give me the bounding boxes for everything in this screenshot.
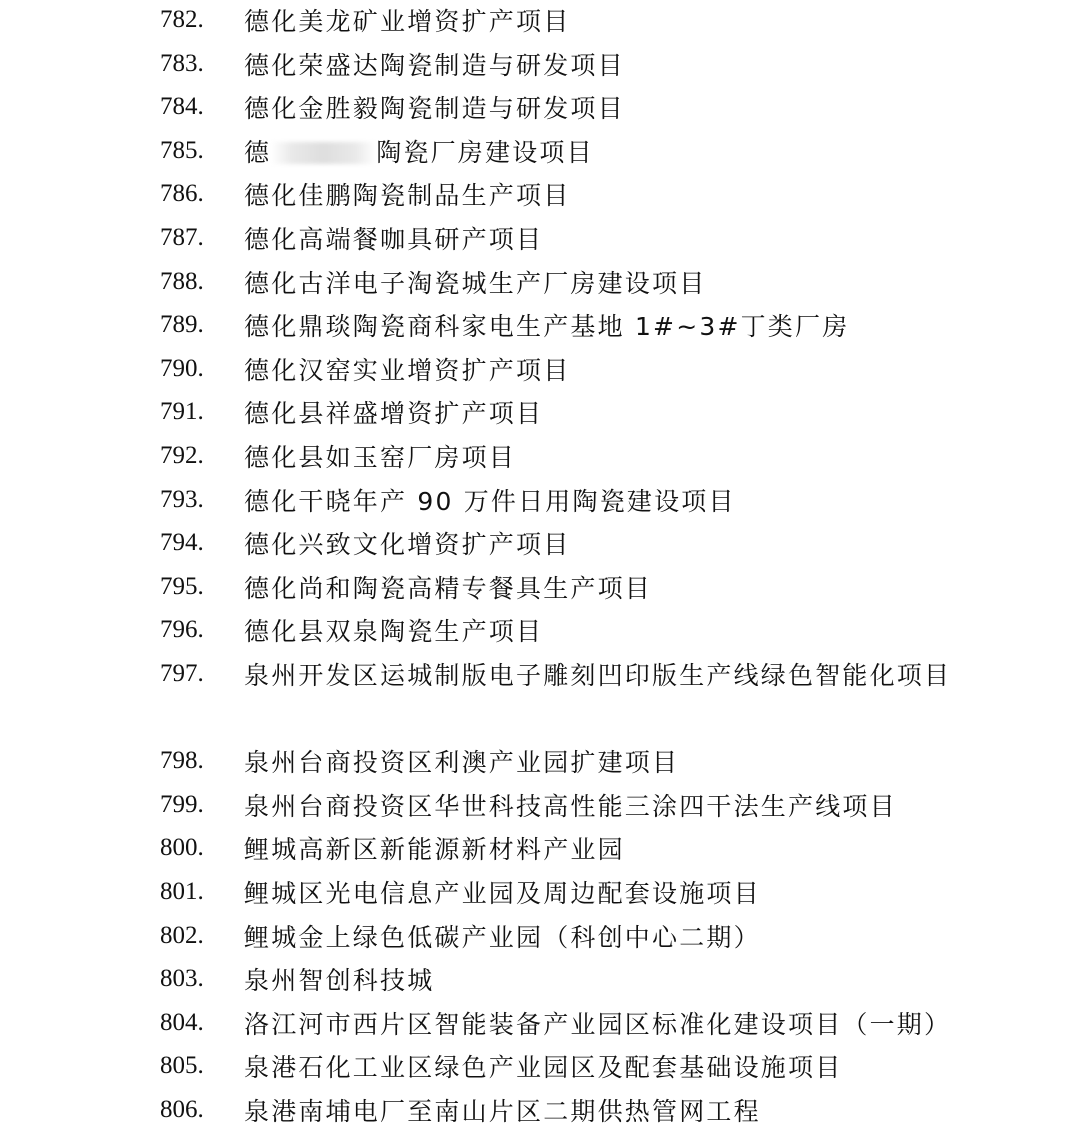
list-item	[0, 44, 1080, 84]
item-text: 德化鼎琰陶瓷商科家电生产基地 1#~3#丁类厂房	[244, 312, 850, 342]
item-number: 797.	[160, 660, 204, 687]
item-text: 德化金胜毅陶瓷制造与研发项目	[244, 94, 625, 124]
list-item	[0, 305, 1080, 345]
item-number: 804.	[160, 1008, 204, 1036]
list-item	[0, 741, 1080, 781]
list-item	[0, 480, 1080, 520]
item-text: 泉州智创科技城	[244, 966, 435, 996]
item-text: 德化县双泉陶瓷生产项目	[244, 617, 544, 647]
item-text: 泉州台商投资区华世科技高性能三涂四干法生产线项目	[244, 791, 897, 821]
list-item	[0, 349, 1080, 389]
list-item	[0, 567, 1080, 607]
list-item	[0, 1090, 1080, 1130]
item-text: 鲤城高新区新能源新材料产业园	[244, 835, 625, 865]
item-number: 790.	[160, 354, 204, 382]
item-number: 782.	[160, 6, 204, 33]
item-number: 805.	[160, 1052, 204, 1080]
item-number: 800.	[160, 834, 204, 862]
list-item	[0, 1046, 1080, 1086]
list-item	[0, 959, 1080, 999]
list-item	[0, 785, 1080, 825]
item-number: 789.	[160, 311, 204, 339]
item-text: 鲤城区光电信息产业园及周边配套设施项目	[244, 879, 761, 908]
item-text: 泉州开发区运城制版电子雕刻凹印版生产线绿色智能化项目	[244, 661, 952, 690]
item-number: 801.	[160, 878, 204, 905]
item-text-start: 德	[244, 137, 272, 167]
item-number: 791.	[160, 398, 204, 426]
item-text: 德化美龙矿业增资扩产项目	[244, 7, 571, 36]
item-text: 德化干晓年产 90 万件日用陶瓷建设项目	[244, 486, 736, 516]
item-text: 德化县祥盛增资扩产项目	[244, 399, 544, 429]
list-item	[0, 0, 1080, 40]
item-text: 泉港南埔电厂至南山片区二期供热管网工程	[244, 1097, 761, 1126]
list-item	[0, 174, 1080, 214]
item-number: 796.	[160, 616, 204, 644]
list-item	[0, 916, 1080, 956]
item-number: 783.	[160, 49, 204, 77]
item-text: 泉州台商投资区利澳产业园扩建项目	[244, 748, 680, 778]
item-number: 806.	[160, 1096, 204, 1123]
item-text-redacted	[244, 131, 954, 175]
redaction-blur	[271, 142, 376, 164]
list-item	[0, 218, 1080, 258]
item-number: 793.	[160, 485, 204, 513]
item-number: 803.	[160, 965, 204, 993]
item-text: 泉港石化工业区绿色产业园区及配套基础设施项目	[244, 1053, 843, 1083]
item-number: 799.	[160, 790, 204, 818]
item-text: 德化汉窑实业增资扩产项目	[244, 355, 571, 385]
item-text: 德化尚和陶瓷高精专餐具生产项目	[244, 573, 653, 603]
item-text: 德化兴致文化增资扩产项目	[244, 530, 571, 560]
item-text: 德化荣盛达陶瓷制造与研发项目	[244, 50, 625, 80]
item-number: 786.	[160, 180, 204, 208]
list-item	[0, 828, 1080, 868]
item-text: 德化县如玉窑厂房项目	[244, 443, 517, 472]
item-text: 洛江河市西片区智能装备产业园区标准化建设项目（一期）	[244, 1009, 952, 1039]
list-item	[0, 872, 1080, 912]
item-number: 792.	[160, 442, 204, 469]
item-number: 794.	[160, 529, 204, 557]
list-item	[0, 436, 1080, 476]
list-item	[0, 262, 1080, 302]
list-item	[0, 392, 1080, 432]
item-number: 802.	[160, 921, 204, 949]
item-number: 787.	[160, 224, 204, 251]
item-text: 德化高端餐咖具研产项目	[244, 225, 544, 254]
item-text-end: 陶瓷厂房建设项目	[376, 137, 594, 167]
list-item	[0, 523, 1080, 563]
item-number: 784.	[160, 93, 204, 121]
list-item	[0, 610, 1080, 650]
list-item	[0, 87, 1080, 127]
list-item	[0, 131, 1080, 171]
item-number: 785.	[160, 136, 204, 164]
item-number: 788.	[160, 267, 204, 295]
list-item	[0, 1003, 1080, 1043]
item-text: 德化古洋电子淘瓷城生产厂房建设项目	[244, 268, 707, 298]
item-number: 795.	[160, 572, 204, 600]
item-text: 德化佳鹏陶瓷制品生产项目	[244, 181, 571, 211]
list-item	[0, 654, 1080, 738]
item-number: 798.	[160, 747, 204, 775]
item-text: 鲤城金上绿色低碳产业园（科创中心二期）	[244, 922, 761, 952]
